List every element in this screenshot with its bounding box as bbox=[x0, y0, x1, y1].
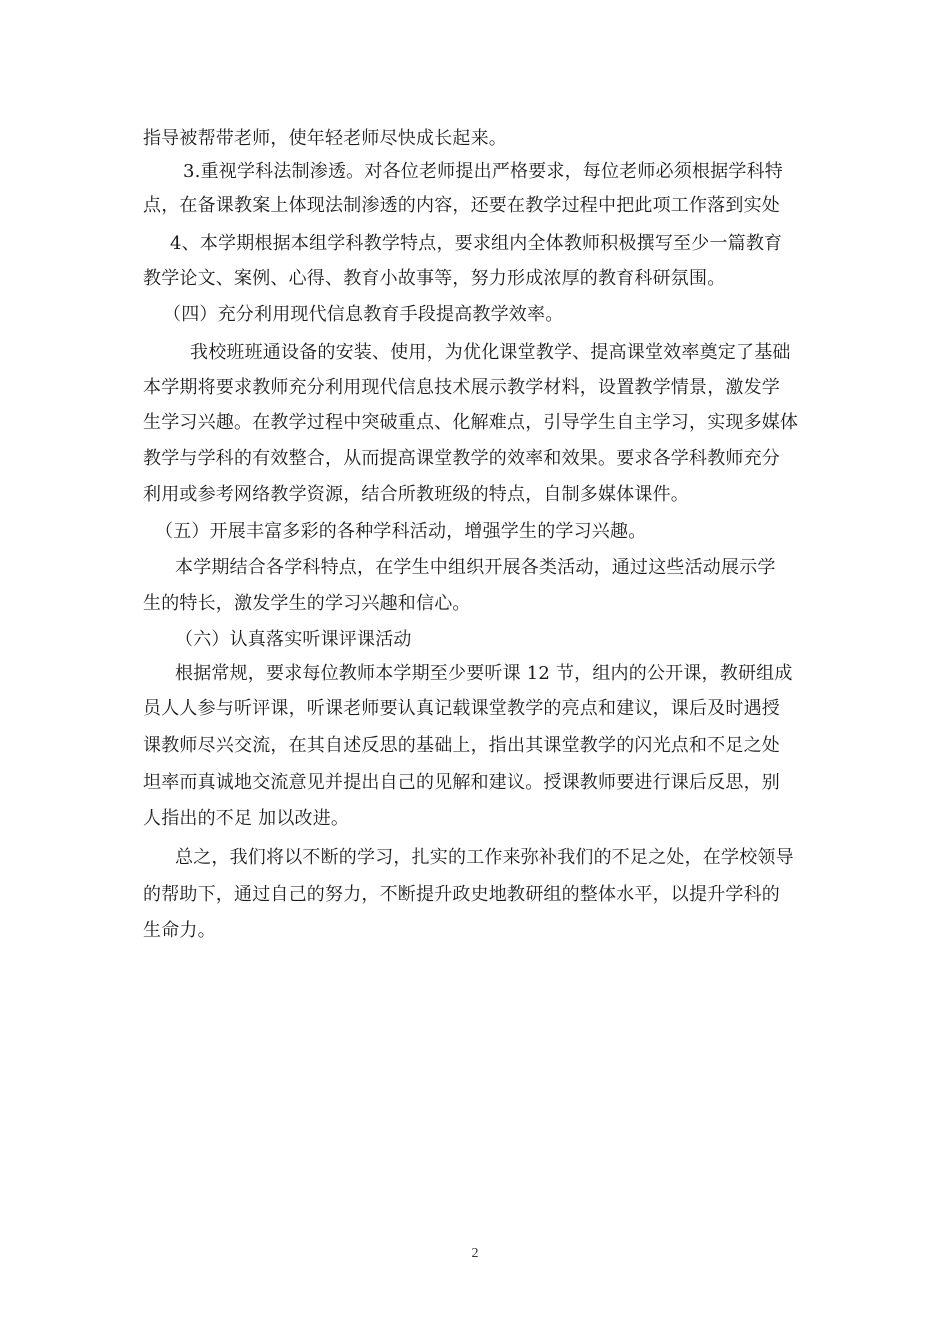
text-line: 人指出的不足 加以改进。 bbox=[143, 808, 350, 829]
text-line: 4、本学期根据本组学科教学特点，要求组内全体教师积极撰写至少一篇教育 bbox=[170, 233, 783, 254]
text-line: 的帮助下，通过自己的努力，不断提升政史地教研组的整体水平，以提升学科的 bbox=[143, 884, 780, 905]
text-line: 总之，我们将以不断的学习，扎实的工作来弥补我们的不足之处，在学校领导 bbox=[175, 847, 794, 868]
text-line: 3.重视学科法制渗透。对各位老师提出严格要求，每位老师必须根据学科特 bbox=[183, 161, 783, 182]
page-number: 2 bbox=[471, 1246, 479, 1261]
text-line: 生学习兴趣。在教学过程中突破重点、化解难点，引导学生自主学习，实现多媒体 bbox=[143, 412, 799, 433]
text-line: 利用或参考网络教学资源，结合所教班级的特点，自制多媒体课件。 bbox=[143, 484, 689, 505]
text-line: 教学与学科的有效整合，从而提高课堂教学的效率和效果。要求各学科教师充分 bbox=[143, 448, 780, 469]
text-line: 坦率而真诚地交流意见并提出自己的见解和建议。授课教师要进行课后反思，别 bbox=[143, 772, 780, 793]
text-line: 我校班班通设备的安装、使用，为优化课堂教学、提高课堂效率奠定了基础 bbox=[190, 342, 791, 363]
text-line: 课教师尽兴交流，在其自述反思的基础上，指出其课堂教学的闪光点和不足之处 bbox=[143, 735, 780, 756]
section-heading: （六）认真落实听课评课活动 bbox=[175, 629, 412, 650]
text-line: 生命力。 bbox=[143, 920, 216, 941]
text-line: 教学论文、案例、心得、教育小故事等，努力形成浓厚的教育科研氛围。 bbox=[143, 268, 726, 289]
section-heading: （四）充分利用现代信息教育手段提高教学效率。 bbox=[163, 304, 564, 325]
text-line: 本学期将要求教师充分利用现代信息技术展示教学材料，设置教学情景，激发学 bbox=[143, 377, 780, 398]
text-line: 员人人参与听评课，听课老师要认真记载课堂教学的亮点和建议，课后及时遇授 bbox=[143, 698, 780, 719]
text-line: 本学期结合各学科特点，在学生中组织开展各类活动，通过这些活动展示学 bbox=[175, 557, 776, 578]
text-line: 点，在备课教案上体现法制渗透的内容，还要在教学过程中把此项工作落到实处 bbox=[143, 195, 780, 216]
text-line: 指导被帮带老师，使年轻老师尽快成长起来。 bbox=[143, 128, 507, 149]
section-heading: （五）开展丰富多彩的各种学科活动，增强学生的学习兴趣。 bbox=[155, 521, 647, 542]
text-line: 根据常规，要求每位教师本学期至少要听课 12 节，组内的公开课，教研组成 bbox=[175, 663, 793, 684]
text-line: 生的特长，激发学生的学习兴趣和信心。 bbox=[143, 593, 471, 614]
